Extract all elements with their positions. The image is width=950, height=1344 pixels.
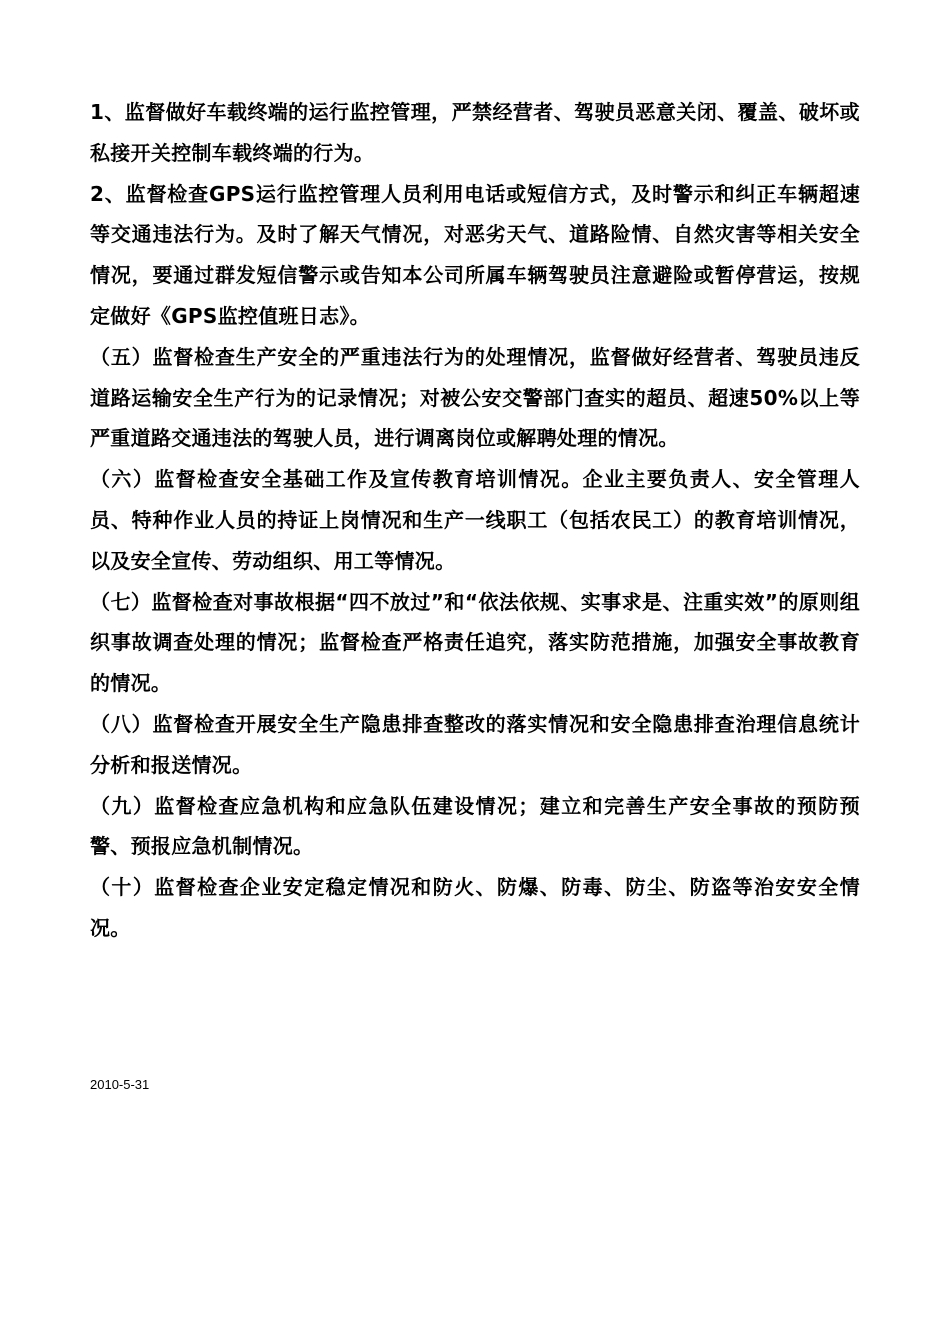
paragraph-section-5: （五）监督检查生产安全的严重违法行为的处理情况，监督做好经营者、驾驶员违反道路运输安全生产行为的记录情况；对被公安交警部门查实的超员、超速50%以上等严重道路交通违法的驾驶人员，进行调离岗位或解聘处理的情况。: [90, 344, 860, 451]
paragraph-section-8: （八）监督检查开展安全生产隐患排查整改的落实情况和安全隐患排查治理信息统计分析和报送情况。: [90, 711, 860, 777]
paragraph-section-7: （七）监督检查对事故根据“四不放过”和“依法依规、实事求是、注重实效”的原则组织事故调查处理的情况；监督检查严格责任追究，落实防范措施，加强安全事故教育的情况。: [90, 589, 860, 696]
paragraph-item-2: 2、监督检查GPS运行监控管理人员利用电话或短信方式，及时警示和纠正车辆超速等交通违法行为。及时了解天气情况，对恶劣天气、道路险情、自然灾害等相关安全情况，要通过群发短信警示或告知本公司所属车辆驾驶员注意避险或暂停营运，按规定做好《GPS监控值班日志》。: [90, 181, 860, 328]
paragraph-section-9: （九）监督检查应急机构和应急队伍建设情况；建立和完善生产安全事故的预防预警、预报应急机制情况。: [90, 793, 860, 859]
paragraph-item-1: 1、监督做好车载终端的运行监控管理，严禁经营者、驾驶员恶意关闭、覆盖、破坏或私接开关控制车载终端的行为。: [90, 100, 860, 165]
document-body: [90, 92, 860, 949]
paragraph-section-6: （六）监督检查安全基础工作及宣传教育培训情况。企业主要负责人、安全管理人员、特种作业人员的持证上岗情况和生产一线职工（包括农民工）的教育培训情况，以及安全宣传、劳动组织、用工等情况。: [90, 467, 860, 573]
document-date: 2010-5-31: [90, 1077, 150, 1092]
paragraph-section-10: （十）监督检查企业安定稳定情况和防火、防爆、防毒、防尘、防盗等治安安全情况。: [90, 875, 860, 940]
